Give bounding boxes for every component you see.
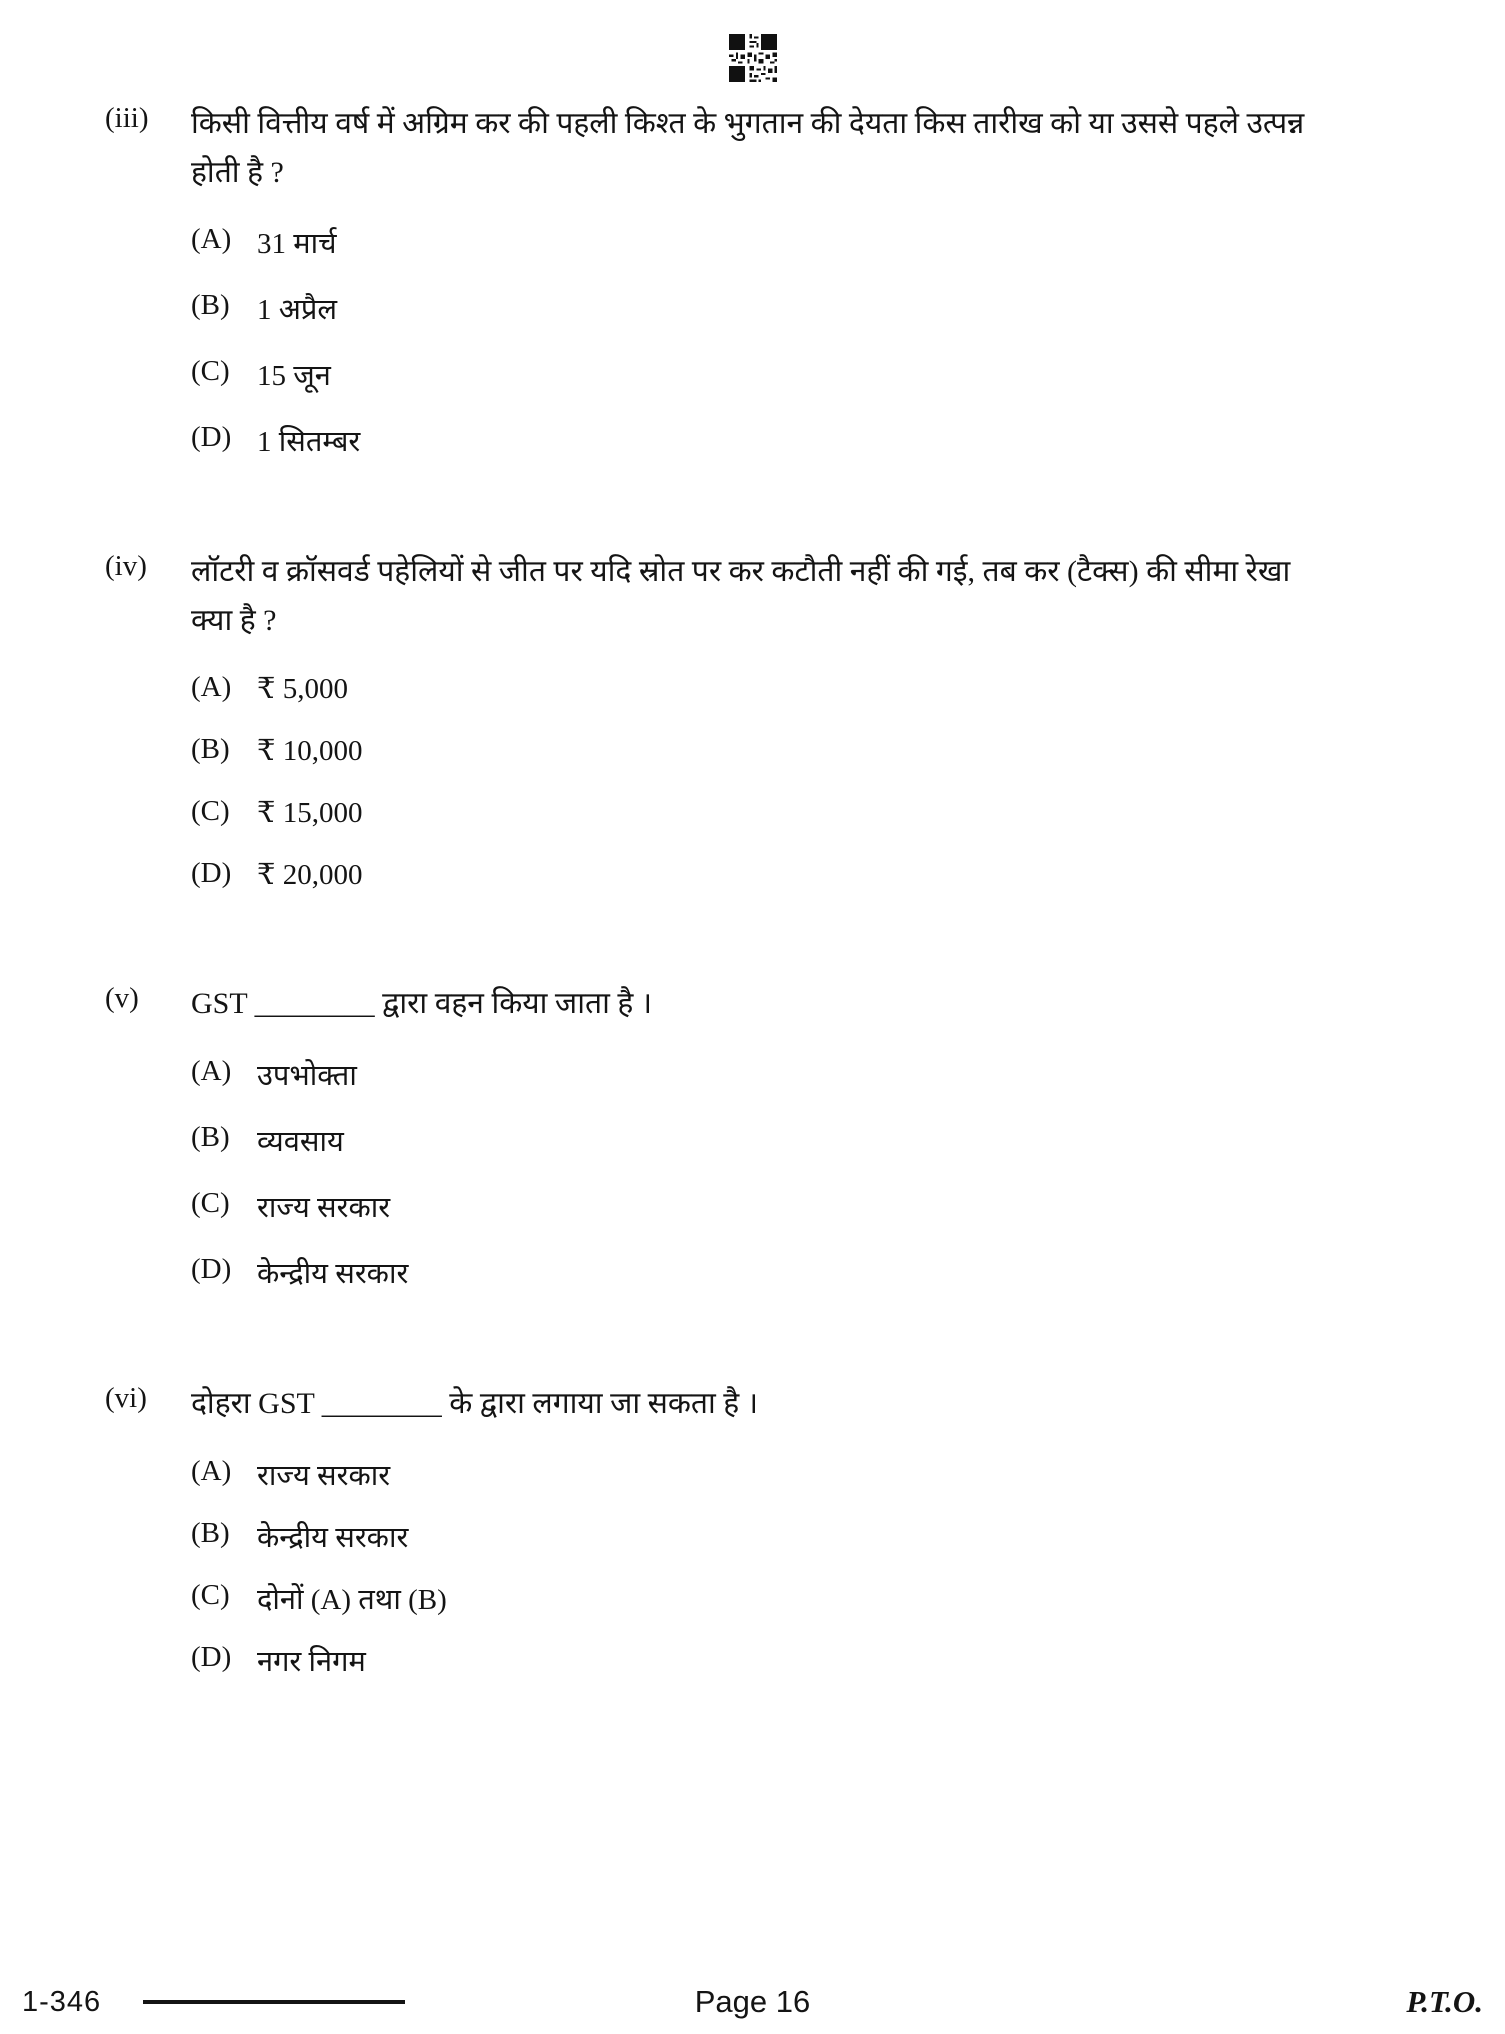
option-label: (A) [191, 1454, 232, 1487]
option-c [191, 1187, 1435, 1226]
option-c [191, 795, 1435, 830]
question-number: (iv) [105, 550, 147, 583]
option-a [191, 223, 1435, 262]
option-label: (A) [191, 223, 232, 256]
option-a [191, 1055, 1435, 1094]
options-list [191, 1055, 1435, 1292]
qr-code-icon [729, 34, 777, 82]
pto-label: P.T.O. [1406, 1984, 1483, 2019]
options-list [191, 223, 1435, 460]
question-page-content [0, 82, 1505, 1703]
question-v [105, 980, 1435, 1292]
option-text: राज्य सरकार [257, 1191, 391, 1224]
question-vi [105, 1380, 1435, 1703]
question-iv [105, 548, 1435, 892]
question-iii [105, 100, 1435, 460]
option-label: (B) [191, 733, 230, 766]
option-label: (A) [191, 671, 232, 704]
option-d [191, 1641, 1435, 1680]
option-label: (C) [191, 795, 230, 828]
option-text: ₹ 5,000 [257, 673, 348, 706]
question-text: दोहरा GST ________ के द्वारा लगाया जा सकता है । [191, 1386, 759, 1420]
footer-divider-line [143, 2000, 405, 2004]
paper-code: 1-346 [22, 1985, 102, 2018]
option-text: 1 सितम्बर [257, 426, 361, 459]
page-number: Page 16 [694, 1984, 811, 2019]
question-body [191, 1380, 1435, 1703]
option-text: ₹ 15,000 [257, 797, 363, 830]
option-a [191, 671, 1435, 706]
option-b [191, 733, 1435, 768]
option-c [191, 1579, 1435, 1618]
option-label: (D) [191, 1252, 232, 1285]
option-text: केन्द्रीय सरकार [257, 1257, 409, 1290]
option-b [191, 1517, 1435, 1556]
option-text: ₹ 20,000 [257, 859, 363, 892]
option-d [191, 421, 1435, 460]
option-label: (C) [191, 1186, 230, 1219]
option-text: 31 मार्च [257, 228, 337, 261]
option-text: उपभोक्ता [257, 1059, 357, 1092]
option-label: (D) [191, 1640, 232, 1673]
question-text: किसी वित्तीय वर्ष में अग्रिम कर की पहली किश्त के भुगतान की देयता किस तारीख को या उससे पहले उत्पन्न होती है ? [191, 107, 1305, 189]
question-number: (v) [105, 982, 139, 1015]
option-a [191, 1455, 1435, 1494]
options-list [191, 1455, 1435, 1680]
option-text: केन्द्रीय सरकार [257, 1521, 409, 1554]
question-text: लॉटरी व क्रॉसवर्ड पहेलियों से जीत पर यदि स्रोत पर कर कटौती नहीं की गई, तब कर (टैक्स) की सीमा रेखा क्या है ? [191, 555, 1291, 637]
option-text: 15 जून [257, 360, 331, 393]
option-text: दोनों (A) तथा (B) [257, 1583, 447, 1616]
option-label: (B) [191, 1120, 230, 1153]
question-number: (vi) [105, 1381, 147, 1414]
page-footer [0, 1984, 1505, 2020]
option-text: नगर निगम [257, 1645, 366, 1678]
option-label: (B) [191, 1516, 230, 1549]
options-list [191, 671, 1435, 892]
option-label: (D) [191, 857, 232, 890]
option-d [191, 857, 1435, 892]
qr-code-container [0, 0, 1505, 82]
option-text: ₹ 10,000 [257, 735, 363, 768]
option-c [191, 355, 1435, 394]
option-b [191, 1121, 1435, 1160]
option-text: राज्य सरकार [257, 1459, 391, 1492]
option-label: (A) [191, 1054, 232, 1087]
option-text: 1 अप्रैल [257, 294, 338, 327]
option-text: व्यवसाय [257, 1125, 344, 1158]
option-d [191, 1253, 1435, 1292]
question-text: GST ________ द्वारा वहन किया जाता है । [191, 987, 653, 1021]
option-label: (C) [191, 1578, 230, 1611]
question-body [191, 100, 1435, 460]
question-number: (iii) [105, 102, 149, 134]
question-body [191, 548, 1435, 892]
option-label: (C) [191, 355, 230, 388]
option-b [191, 289, 1435, 328]
option-label: (D) [191, 421, 232, 454]
question-body [191, 980, 1435, 1292]
option-label: (B) [191, 289, 230, 322]
